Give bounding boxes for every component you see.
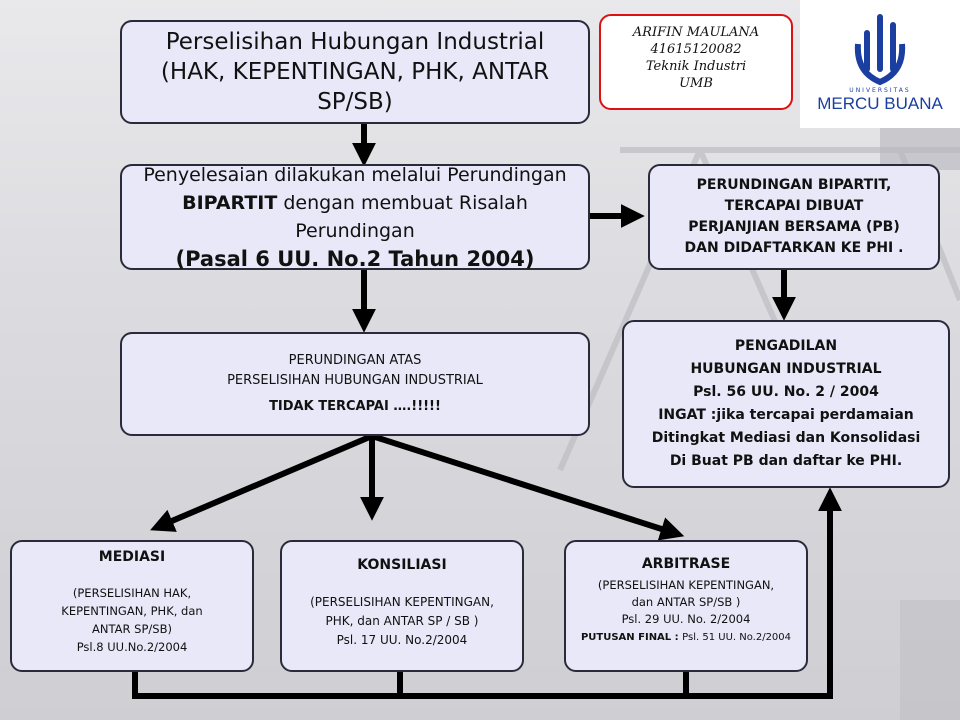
failed-line-2: PERSELISIHAN HUBUNGAN INDUSTRIAL bbox=[227, 373, 483, 388]
bipartit-line-3: (Pasal 6 UU. No.2 Tahun 2004) bbox=[175, 247, 535, 271]
konsiliasi-title: KONSILIASI bbox=[357, 557, 447, 573]
author-nim: 41615120082 bbox=[650, 42, 742, 57]
court-box bbox=[622, 320, 950, 488]
arrow-failed-to-mediasi bbox=[160, 436, 372, 526]
author-campus: UMB bbox=[679, 76, 713, 91]
court-line-6: Di Buat PB dan daftar ke PHI. bbox=[669, 453, 903, 469]
court-line-1: PENGADILAN bbox=[734, 338, 838, 354]
logo-emblem-icon bbox=[800, 0, 960, 90]
arbitrase-final-label: PUTUSAN FINAL : bbox=[580, 632, 683, 643]
konsiliasi-line-3: Psl. 17 UU. No.2/2004 bbox=[336, 633, 468, 647]
court-line-4: INGAT :jika tercapai perdamaian bbox=[658, 407, 914, 423]
bipartit-box bbox=[120, 164, 590, 270]
arbitrase-line-2: dan ANTAR SP/SB ) bbox=[631, 595, 741, 609]
bipartit-line-1: Penyelesaian dilakukan melalui Perundingan bbox=[143, 164, 567, 186]
mediasi-line-3: ANTAR SP/SB) bbox=[92, 622, 172, 636]
bipartit-line-2 bbox=[122, 189, 588, 245]
konsiliasi-box bbox=[280, 540, 524, 672]
bipartit-keyword: BIPARTIT bbox=[182, 192, 278, 214]
dispute-line-2: (HAK, KEPENTINGAN, PHK, ANTAR SP/SB) bbox=[160, 59, 550, 115]
court-line-3: Psl. 56 UU. No. 2 / 2004 bbox=[693, 384, 879, 400]
arbitrase-title: ARBITRASE bbox=[641, 556, 731, 572]
court-line-2: HUBUNGAN INDUSTRIAL bbox=[690, 361, 882, 377]
court-line-5: Ditingkat Mediasi dan Konsolidasi bbox=[651, 430, 921, 446]
arbitrase-final-ref: Psl. 51 UU. No.2/2004 bbox=[682, 632, 792, 643]
mediasi-box bbox=[10, 540, 254, 672]
bipartit-line-2-rest: dengan membuat Risalah Perundingan bbox=[277, 192, 528, 242]
agreement-line-3: PERJANJIAN BERSAMA (PB) bbox=[688, 219, 900, 235]
mediasi-line-1: (PERSELISIHAN HAK, bbox=[72, 586, 192, 600]
arbitrase-line-3: Psl. 29 UU. No. 2/2004 bbox=[621, 612, 751, 626]
agreement-line-4: DAN DIDAFTARKAN KE PHI . bbox=[684, 240, 904, 256]
agreement-box bbox=[648, 164, 940, 270]
konsiliasi-line-1: (PERSELISIHAN KEPENTINGAN, bbox=[310, 595, 494, 609]
failed-box bbox=[120, 332, 590, 436]
mediasi-line-4: Psl.8 UU.No.2/2004 bbox=[76, 640, 188, 654]
logo-name: MERCU BUANA bbox=[817, 94, 943, 113]
konsiliasi-line-2: PHK, dan ANTAR SP / SB ) bbox=[325, 614, 479, 628]
logo-subtitle: UNIVERSITAS bbox=[849, 87, 911, 94]
author-name: ARIFIN MAULANA bbox=[632, 25, 760, 40]
arbitrase-line-1: (PERSELISIHAN KEPENTINGAN, bbox=[597, 578, 775, 592]
failed-line-3: TIDAK TERCAPAI ….!!!!! bbox=[269, 399, 441, 414]
author-box bbox=[599, 14, 793, 110]
mediasi-title: MEDIASI bbox=[98, 549, 166, 565]
dispute-box bbox=[120, 20, 590, 124]
agreement-line-1: PERUNDINGAN BIPARTIT, bbox=[696, 177, 892, 193]
university-logo bbox=[800, 0, 960, 128]
dispute-line-1: Perselisihan Hubungan Industrial bbox=[165, 29, 545, 55]
failed-line-1: PERUNDINGAN ATAS bbox=[288, 353, 422, 368]
agreement-line-2: TERCAPAI DIBUAT bbox=[724, 198, 864, 214]
mediasi-line-2: KEPENTINGAN, PHK, dan bbox=[61, 604, 203, 618]
arbitrase-box bbox=[564, 540, 808, 672]
arbitrase-line-4 bbox=[581, 628, 791, 646]
author-dept: Teknik Industri bbox=[645, 59, 747, 74]
